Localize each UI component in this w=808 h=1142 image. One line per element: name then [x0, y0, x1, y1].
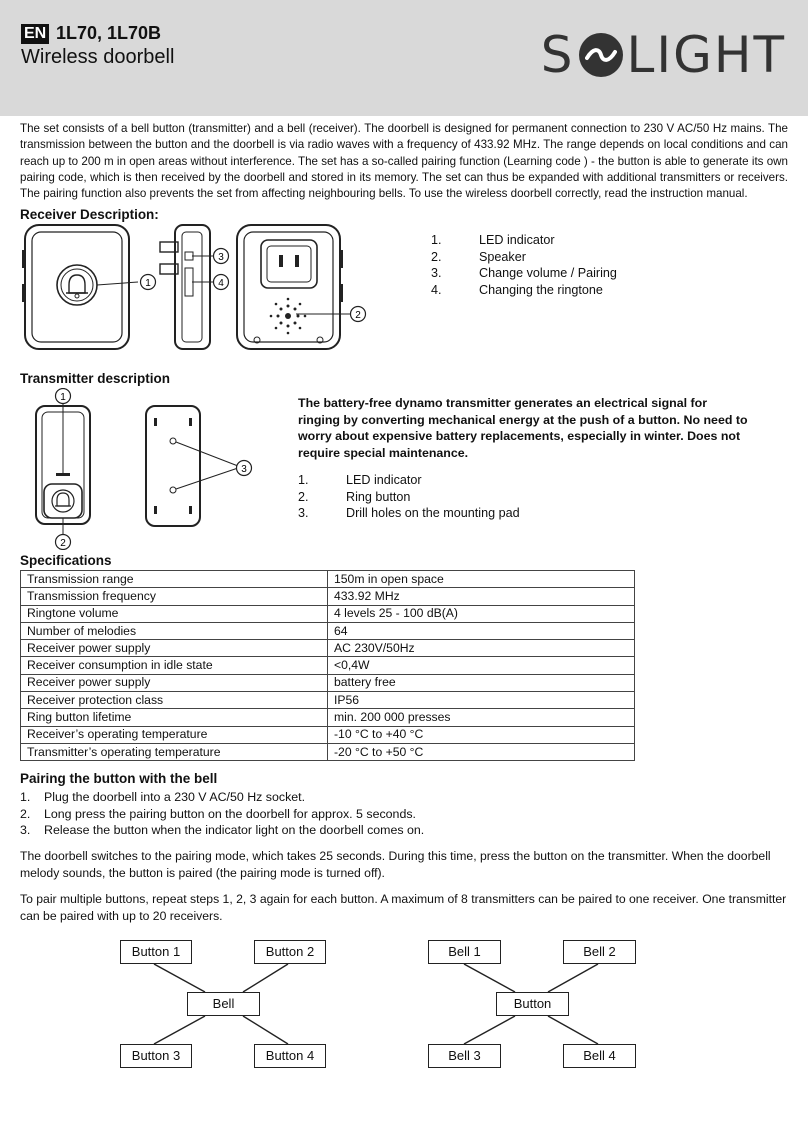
list-item — [298, 505, 520, 522]
list-number: 1. — [20, 790, 31, 804]
table-row — [21, 571, 635, 588]
spec-value: AC 230V/50Hz — [328, 640, 635, 657]
spec-value: -10 °C to +40 °C — [328, 726, 635, 743]
spec-name: Receiver power supply — [21, 674, 328, 691]
spec-name: Number of melodies — [21, 622, 328, 639]
diagram-bell-2-box: Bell 2 — [563, 940, 636, 964]
spec-value: <0,4W — [328, 657, 635, 674]
receiver-callout-1: 1 — [145, 278, 151, 289]
table-row — [21, 588, 635, 605]
list-label: Ring button — [346, 489, 411, 504]
spec-name: Transmission range — [21, 571, 328, 588]
pairing-steps-list — [20, 789, 424, 839]
list-number: 1. — [298, 473, 309, 487]
receiver-heading: Receiver Description: — [20, 207, 159, 222]
receiver-illustration — [20, 222, 370, 354]
list-number: 3. — [298, 506, 309, 521]
diagram-bell-box: Bell — [187, 992, 260, 1016]
table-row — [21, 657, 635, 674]
transmitter-callout-3: 3 — [241, 464, 247, 475]
spec-value: 433.92 MHz — [328, 588, 635, 605]
spec-value: 150m in open space — [328, 571, 635, 588]
table-row — [21, 605, 635, 622]
spec-value: battery free — [328, 674, 635, 691]
list-item — [431, 249, 617, 266]
diagram-button-3-box: Button 3 — [120, 1044, 192, 1068]
spec-name: Receiver’s operating temperature — [21, 726, 328, 743]
list-item — [431, 282, 617, 299]
list-number: 3. — [431, 266, 442, 281]
diagram-button-1-box: Button 1 — [120, 940, 192, 964]
list-label: Speaker — [479, 249, 526, 264]
step-text: Plug the doorbell into a 230 V AC/50 Hz socket. — [44, 790, 306, 804]
receiver-parts-list — [431, 232, 617, 298]
spec-name: Transmission frequency — [21, 588, 328, 605]
list-item — [20, 789, 424, 806]
list-item — [431, 265, 617, 282]
diagram-button-2-box: Button 2 — [254, 940, 326, 964]
list-label: Drill holes on the mounting pad — [346, 506, 520, 521]
list-number: 2. — [20, 806, 31, 821]
brand-logo — [541, 26, 786, 84]
receiver-callout-2: 2 — [355, 310, 361, 321]
transmitter-illustration — [30, 388, 256, 550]
brand-logo-wave-icon — [579, 33, 623, 77]
specifications-table — [20, 570, 635, 761]
spec-name: Receiver protection class — [21, 692, 328, 709]
spec-value: min. 200 000 presses — [328, 709, 635, 726]
table-row — [21, 709, 635, 726]
diagram-bell-1-box: Bell 1 — [428, 940, 501, 964]
transmitter-description: The battery-free dynamo transmitter generates an electrical signal for ringing by converting mechanical energy at the push of a button. No need to worry about expensive battery replacements, especially in winter. Does not require special maintenance. — [298, 396, 748, 460]
list-number: 2. — [431, 249, 442, 264]
table-row — [21, 743, 635, 760]
list-item — [298, 489, 520, 506]
list-label: LED indicator — [346, 473, 422, 487]
brand-logo-text-right: LIGHT — [626, 26, 786, 84]
specifications-heading: Specifications — [20, 553, 112, 568]
list-number: 3. — [20, 823, 31, 838]
table-row — [21, 692, 635, 709]
pairing-mode-paragraph: The doorbell switches to the pairing mode, which takes 25 seconds. During this time, press the button on the transmitter. When the doorbell melody sounds, the button is paired (the pairing mode is turned off). — [20, 849, 771, 880]
transmitter-heading: Transmitter description — [20, 371, 171, 386]
spec-value: 64 — [328, 622, 635, 639]
list-item — [20, 806, 424, 823]
spec-value: -20 °C to +50 °C — [328, 743, 635, 760]
table-row — [21, 640, 635, 657]
receiver-callout-3: 3 — [218, 252, 224, 263]
list-number: 1. — [431, 233, 442, 247]
list-item — [20, 822, 424, 839]
transmitter-callout-2: 2 — [60, 538, 66, 549]
intro-paragraph: The set consists of a bell button (transmitter) and a bell (receiver). The doorbell is designed for permanent connection to 230 V AC/50 Hz mains. The transmission between the button and the doorbell is via radio waves with a frequency of 433.92 MHz. The range depends on local conditions and can reach up to 200 m in open areas without interference. The set has a so-called pairing function (Learning code ) - the button is able to generate its own pairing code, which is then received by the doorbell and stored in its memory. The set can thus be expanded with additional transmitters or receivers. The pairing function also prevents the set from affecting neighbouring bells. To use the wireless doorbell correctly, read the instruction manual. — [20, 122, 788, 201]
list-item — [431, 232, 617, 249]
pairing-heading: Pairing the button with the bell — [20, 771, 218, 786]
spec-name: Ring button lifetime — [21, 709, 328, 726]
header-band — [0, 0, 808, 116]
diagram-button-box: Button — [496, 992, 569, 1016]
diagram-bell-4-box: Bell 4 — [563, 1044, 636, 1068]
list-number: 4. — [431, 282, 442, 297]
spec-name: Receiver consumption in idle state — [21, 657, 328, 674]
model-number: 1L70, 1L70B — [56, 23, 162, 43]
product-name: Wireless doorbell — [21, 46, 175, 68]
table-row — [21, 674, 635, 691]
step-text: Release the button when the indicator light on the doorbell comes on. — [44, 823, 425, 838]
table-row — [21, 726, 635, 743]
language-badge: EN — [21, 24, 49, 44]
spec-value: 4 levels 25 - 100 dB(A) — [328, 605, 635, 622]
multiple-pairing-paragraph: To pair multiple buttons, repeat steps 1, 2, 3 again for each button. A maximum of 8 transmitters can be paired to one receiver. One transmitter can be paired with up to 20 receivers. — [20, 892, 787, 923]
list-label: Changing the ringtone — [479, 282, 603, 297]
list-number: 2. — [298, 489, 309, 504]
table-row — [21, 622, 635, 639]
diagram-button-4-box: Button 4 — [254, 1044, 326, 1068]
spec-name: Transmitter’s operating temperature — [21, 743, 328, 760]
list-label: LED indicator — [479, 233, 555, 247]
spec-name: Ringtone volume — [21, 605, 328, 622]
spec-name: Receiver power supply — [21, 640, 328, 657]
step-text: Long press the pairing button on the doorbell for approx. 5 seconds. — [44, 806, 416, 821]
brand-logo-text-left: S — [540, 26, 575, 84]
diagram-bell-3-box: Bell 3 — [428, 1044, 501, 1068]
list-label: Change volume / Pairing — [479, 266, 617, 281]
transmitter-callout-1: 1 — [60, 392, 66, 403]
transmitter-parts-list — [298, 472, 520, 522]
receiver-callout-4: 4 — [218, 278, 224, 289]
list-item — [298, 472, 520, 489]
spec-value: IP56 — [328, 692, 635, 709]
